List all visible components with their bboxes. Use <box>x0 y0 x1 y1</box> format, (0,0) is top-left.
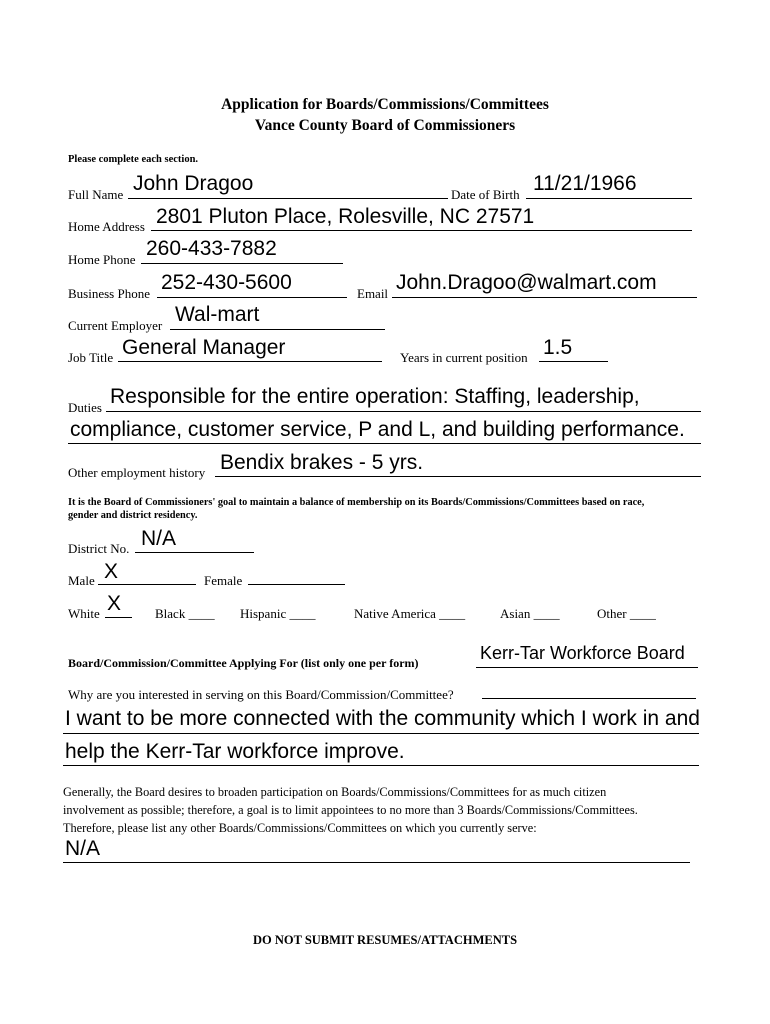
job-title-label: Job Title <box>68 350 114 365</box>
applying-for-field[interactable]: Kerr-Tar Workforce Board <box>480 643 685 663</box>
instructions: Please complete each section. <box>68 154 199 165</box>
form-title: Application for Boards/Commissions/Committees <box>221 96 549 113</box>
duties-field-line-1[interactable]: Responsible for the entire operation: Staffing, leadership, <box>110 385 640 408</box>
other-employment-line <box>215 476 701 477</box>
why-interested-label: Why are you interested in serving on this Board/Commission/Committee? <box>68 687 454 702</box>
why-interested-field-line-2[interactable]: help the Kerr-Tar workforce improve. <box>65 740 405 763</box>
hispanic-option[interactable]: Hispanic ____ <box>240 606 316 621</box>
applying-for-label: Board/Commission/Committee Applying For (list only one per form) <box>68 656 419 670</box>
female-line <box>248 584 345 585</box>
male-line <box>98 584 196 585</box>
male-field[interactable]: X <box>104 560 119 583</box>
district-line <box>135 552 254 553</box>
home-phone-label: Home Phone <box>68 252 136 267</box>
participation-line-1: Generally, the Board desires to broaden participation on Boards/Commissions/Committees for as much citizen <box>63 785 607 799</box>
asian-option[interactable]: Asian ____ <box>500 606 560 621</box>
white-field[interactable]: X <box>107 592 122 615</box>
participation-line-3: Therefore, please list any other Boards/Commissions/Committees on which you currently serve: <box>63 821 537 835</box>
footer-note: DO NOT SUBMIT RESUMES/ATTACHMENTS <box>252 933 518 947</box>
why-interested-line-1 <box>63 733 699 734</box>
other-employment-label: Other employment history <box>68 465 206 480</box>
black-option[interactable]: Black ____ <box>155 606 215 621</box>
email-label: Email <box>357 286 389 301</box>
home-phone-field[interactable]: 260-433-7882 <box>146 237 277 260</box>
other-boards-field[interactable]: N/A <box>65 837 101 860</box>
form-subtitle: Vance County Board of Commissioners <box>254 117 516 134</box>
years-label: Years in current position <box>400 350 528 365</box>
current-employer-field[interactable]: Wal-mart <box>175 303 260 326</box>
other-race-option[interactable]: Other ____ <box>597 606 656 621</box>
dob-label: Date of Birth <box>451 187 520 202</box>
other-employment-field[interactable]: Bendix brakes - 5 yrs. <box>220 451 424 474</box>
full-name-line <box>128 198 448 199</box>
participation-line-2: involvement as possible; therefore, a goal is to limit appointees to no more than 3 Boards/Commissions/Committees. <box>63 803 638 817</box>
home-phone-line <box>141 263 343 264</box>
goal-note-line-1: It is the Board of Commissioners' goal to maintain a balance of membership on its Boards/Commissions/Committees based on race, <box>68 497 645 508</box>
native-american-option[interactable]: Native America ____ <box>354 606 466 621</box>
job-title-line <box>118 361 382 362</box>
years-line <box>539 361 608 362</box>
why-interested-line-2 <box>63 765 699 766</box>
white-label: White <box>68 606 100 621</box>
business-phone-line <box>157 297 347 298</box>
dob-line <box>526 198 692 199</box>
business-phone-field[interactable]: 252-430-5600 <box>161 271 292 294</box>
home-address-label: Home Address <box>68 219 145 234</box>
female-label: Female <box>204 573 243 588</box>
current-employer-label: Current Employer <box>68 318 163 333</box>
goal-note-line-2: gender and district residency. <box>68 510 198 521</box>
why-interested-line-0 <box>482 698 696 699</box>
applying-for-line <box>476 667 698 668</box>
business-phone-label: Business Phone <box>68 286 150 301</box>
years-field[interactable]: 1.5 <box>543 336 573 359</box>
duties-field-line-2[interactable]: compliance, customer service, P and L, and building performance. <box>70 418 685 441</box>
email-line <box>392 297 697 298</box>
other-boards-line <box>63 862 690 863</box>
duties-line-1 <box>106 411 701 412</box>
white-line <box>105 617 132 618</box>
male-label: Male <box>68 573 95 588</box>
district-field[interactable]: N/A <box>141 527 177 550</box>
current-employer-line <box>170 329 385 330</box>
job-title-field[interactable]: General Manager <box>122 336 286 359</box>
home-address-line <box>151 230 692 231</box>
full-name-label: Full Name <box>68 187 124 202</box>
full-name-field[interactable]: John Dragoo <box>133 172 254 195</box>
duties-line-2 <box>68 443 701 444</box>
dob-field[interactable]: 11/21/1966 <box>533 172 637 195</box>
email-field[interactable]: John.Dragoo@walmart.com <box>396 271 657 294</box>
home-address-field[interactable]: 2801 Pluton Place, Rolesville, NC 27571 <box>156 205 535 228</box>
why-interested-field-line-1[interactable]: I want to be more connected with the community which I work in and <box>65 707 700 730</box>
duties-label: Duties <box>68 400 102 415</box>
district-label: District No. <box>68 541 130 556</box>
